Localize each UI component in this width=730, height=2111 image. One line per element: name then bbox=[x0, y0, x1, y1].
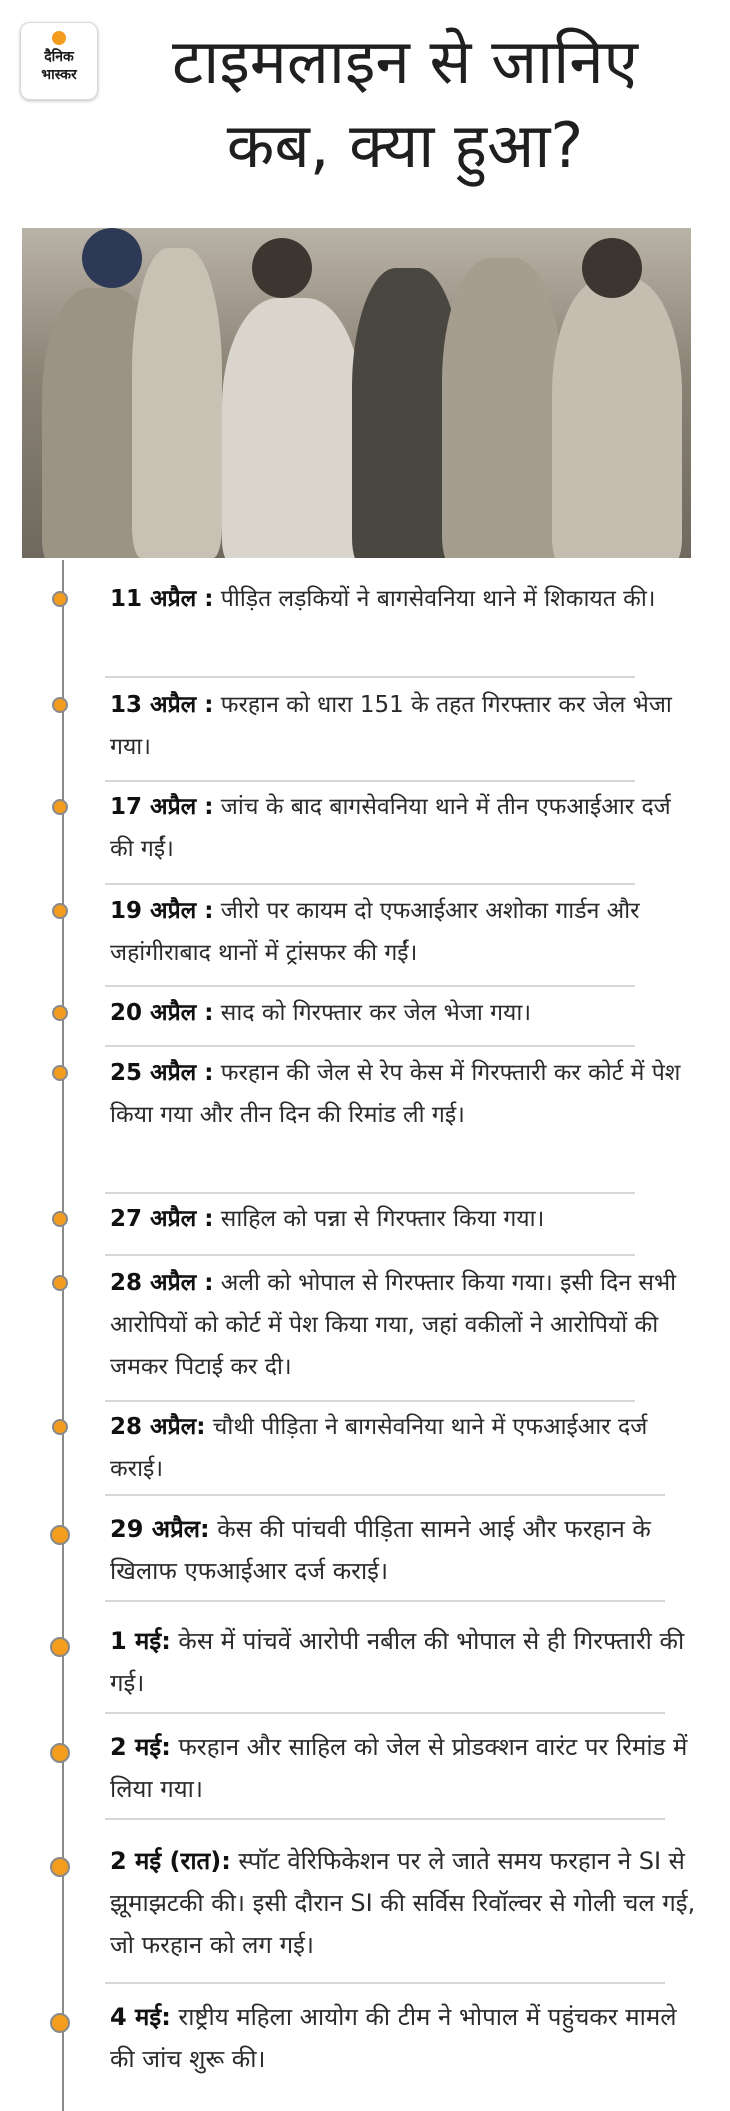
timeline-dot-icon bbox=[52, 1419, 68, 1435]
header bbox=[0, 0, 730, 215]
timeline-separator bbox=[105, 1192, 635, 1194]
timeline-dot-icon bbox=[52, 591, 68, 607]
timeline-date: 27 अप्रैल : bbox=[110, 1206, 214, 1232]
timeline-separator bbox=[105, 985, 635, 987]
timeline-dot-icon bbox=[52, 697, 68, 713]
timeline-text: अली को भोपाल से गिरफ्तार किया गया। इसी दिन सभी आरोपियों को कोर्ट में पेश किया गया, जहां वकीलों ने आरोपियों की जमकर पिटाई कर दी। bbox=[110, 1270, 677, 1380]
timeline-separator bbox=[105, 1494, 665, 1496]
timeline-text: केस में पांचवें आरोपी नबील की भोपाल से ही गिरफ्तारी की गई। bbox=[110, 1627, 685, 1697]
timeline-dot-icon bbox=[52, 799, 68, 815]
timeline-date: 4 मई: bbox=[110, 2003, 171, 2031]
timeline-date: 25 अप्रैल : bbox=[110, 1060, 214, 1086]
timeline-text: केस की पांचवी पीड़िता सामने आई और फरहान के खिलाफ एफआईआर दर्ज कराई। bbox=[110, 1515, 651, 1585]
timeline-separator bbox=[105, 1818, 665, 1820]
timeline-date: 17 अप्रैल : bbox=[110, 794, 214, 820]
timeline-text: साद को गिरफ्तार कर जेल भेजा गया। bbox=[213, 1000, 532, 1026]
timeline-text: स्पॉट वेरिफिकेशन पर ले जाते समय फरहान ने SI से झूमाझटकी की। इसी दौरान SI की सर्विस रिवॉल्वर से गोली चल गई, जो फरहान को लग गई। bbox=[110, 1847, 696, 1959]
timeline-date: 20 अप्रैल : bbox=[110, 1000, 214, 1026]
timeline-separator bbox=[105, 1400, 635, 1402]
timeline-text: राष्ट्रीय महिला आयोग की टीम ने भोपाल में पहुंचकर मामले की जांच शुरू की। bbox=[110, 2003, 677, 2073]
timeline-dot-icon bbox=[50, 1637, 70, 1657]
timeline-date: 29 अप्रैल: bbox=[110, 1515, 210, 1543]
timeline-separator bbox=[105, 1982, 665, 1984]
timeline-text: फरहान की जेल से रेप केस में गिरफ्तारी कर कोर्ट में पेश किया गया और तीन दिन की रिमांड ली गई। bbox=[110, 1060, 681, 1128]
timeline-text: पीड़ित लड़कियों ने बागसेवनिया थाने में शिकायत की। bbox=[213, 586, 656, 612]
timeline-text: जीरो पर कायम दो एफआईआर अशोका गार्डन और जहांगीराबाद थानों में ट्रांसफर की गईं। bbox=[110, 898, 640, 966]
timeline-text: फरहान और साहिल को जेल से प्रोडक्शन वारंट पर रिमांड में लिया गया। bbox=[110, 1733, 688, 1803]
timeline-dot-icon bbox=[52, 1065, 68, 1081]
title-line2: कब, क्या हुआ? bbox=[226, 109, 584, 182]
timeline-date: 28 अप्रैल : bbox=[110, 1270, 214, 1296]
timeline-separator bbox=[105, 1045, 635, 1047]
timeline-date: 2 मई (रात): bbox=[110, 1847, 231, 1875]
timeline-date: 28 अप्रैल: bbox=[110, 1414, 206, 1440]
timeline-text: चौथी पीड़िता ने बागसेवनिया थाने में एफआईआर दर्ज कराई। bbox=[110, 1414, 648, 1482]
timeline-text: साहिल को पन्ना से गिरफ्तार किया गया। bbox=[213, 1206, 545, 1232]
timeline-dot-icon bbox=[52, 1275, 68, 1291]
timeline-separator bbox=[105, 1254, 635, 1256]
timeline-date: 2 मई: bbox=[110, 1733, 171, 1761]
news-photo bbox=[22, 228, 691, 558]
timeline-dot-icon bbox=[52, 903, 68, 919]
logo-text-line1: दैनिक bbox=[44, 49, 74, 65]
timeline-dot-icon bbox=[50, 2013, 70, 2033]
logo-sun-icon bbox=[52, 31, 66, 45]
timeline-separator bbox=[105, 780, 635, 782]
timeline-separator bbox=[105, 1600, 665, 1602]
timeline-date: 1 मई: bbox=[110, 1627, 171, 1655]
page-title bbox=[110, 20, 700, 188]
title-line1: टाइमलाइन से जानिए bbox=[172, 25, 638, 98]
timeline-date: 11 अप्रैल : bbox=[110, 586, 214, 612]
timeline-date: 19 अप्रैल : bbox=[110, 898, 214, 924]
dainik-bhaskar-logo bbox=[20, 22, 98, 100]
timeline-dot-icon bbox=[50, 1857, 70, 1877]
timeline-text: जांच के बाद बागसेवनिया थाने में तीन एफआईआर दर्ज की गईं। bbox=[110, 794, 671, 862]
timeline-dot-icon bbox=[52, 1211, 68, 1227]
timeline-text: फरहान को धारा 151 के तहत गिरफ्तार कर जेल भेजा गया। bbox=[110, 692, 672, 760]
timeline-separator bbox=[105, 676, 635, 678]
timeline-separator bbox=[105, 1712, 665, 1714]
timeline-separator bbox=[105, 883, 635, 885]
timeline-dot-icon bbox=[50, 1525, 70, 1545]
timeline-dot-icon bbox=[50, 1743, 70, 1763]
timeline-date: 13 अप्रैल : bbox=[110, 692, 214, 718]
timeline-dot-icon bbox=[52, 1005, 68, 1021]
logo-text-line2: भास्कर bbox=[41, 67, 77, 83]
timeline-line bbox=[62, 560, 64, 2111]
